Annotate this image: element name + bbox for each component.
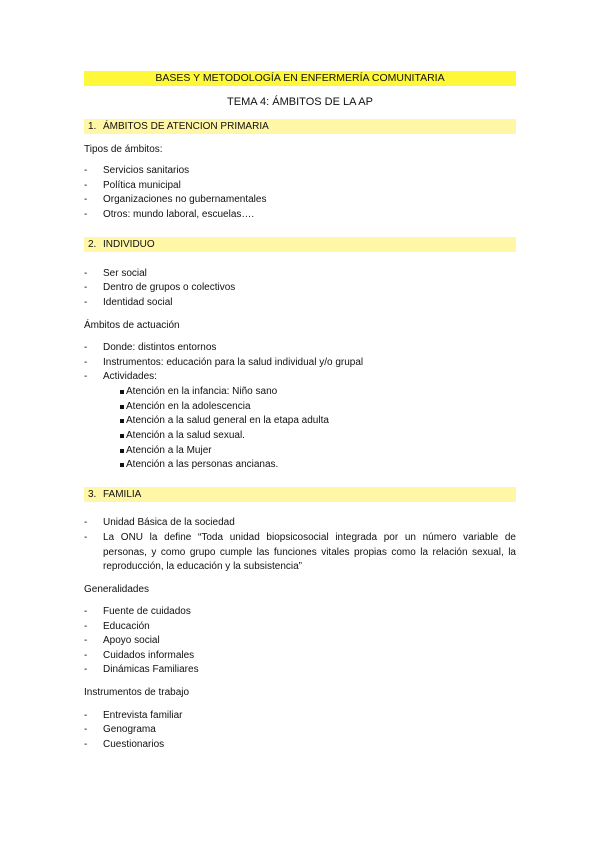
square-bullet-icon xyxy=(120,434,124,438)
square-bullet-icon xyxy=(120,449,124,453)
section-title: INDIVIDUO xyxy=(103,239,155,250)
section-number: 1. xyxy=(88,121,97,132)
section-number: 2. xyxy=(88,239,97,250)
section-number: 3. xyxy=(88,489,97,500)
sub-label-ambitos-actuacion: Ámbitos de actuación xyxy=(84,320,180,331)
sub-label-instrumentos: Instrumentos de trabajo xyxy=(84,687,190,698)
section-heading-ambitos xyxy=(84,119,516,134)
square-bullet-icon xyxy=(120,390,124,394)
document-title: BASES Y METODOLOGÍA EN ENFERMERÍA COMUNITARIA xyxy=(84,71,516,86)
document-page: BASES Y METODOLOGÍA EN ENFERMERÍA COMUNITARIA TEMA 4: ÁMBITOS DE LA AP 1. ÁMBITOS DE ATENCION PRIMARIA Tipos de ámbitos: - Servicios sanitarios - Política municipal - Organizaciones no gubernamentales - Otros: mundo laboral, escuelas…. 2. INDIVIDUO - Ser social - Dentro de grupos o colectivos - Identidad social Ámbitos de actuación - Donde: distintos entornos - Instrumentos: educación para la salud individual y/o grupal - Actividades: Atención en la infancia: Niño sano Atención en la adolescencia Atención a la salud general en la etapa adulta Atención a la salud sexual. Atención a la Mujer Atención a las personas ancianas. 3. FAMILIA - Unidad Básica de la sociedad - La ONU la define “Toda unidad biopsicosocial integrada por un número variable de personas, y como grupo cumple las funciones vitales propias como la relación sexual, la reproducción, la educación y la subsistencia” Generalidades - Fuente de cuidados - Educación - Apoyo social - Cuidados informales - Dinámicas Familiares Instrumentos de trabajo - Entrevista familiar - Genograma - Cuestionarios xyxy=(84,72,516,750)
section-heading-familia xyxy=(84,487,516,502)
section-title: FAMILIA xyxy=(103,489,142,500)
square-bullet-icon xyxy=(120,419,124,423)
section-intro-label: Tipos de ámbitos: xyxy=(84,144,163,155)
sub-label-generalidades: Generalidades xyxy=(84,584,150,595)
topic-subtitle: TEMA 4: ÁMBITOS DE LA AP xyxy=(227,96,373,108)
square-bullet-icon xyxy=(120,405,124,409)
section-heading-individuo xyxy=(84,237,516,252)
section-title: ÁMBITOS DE ATENCION PRIMARIA xyxy=(103,121,269,132)
square-bullet-icon xyxy=(120,463,124,467)
